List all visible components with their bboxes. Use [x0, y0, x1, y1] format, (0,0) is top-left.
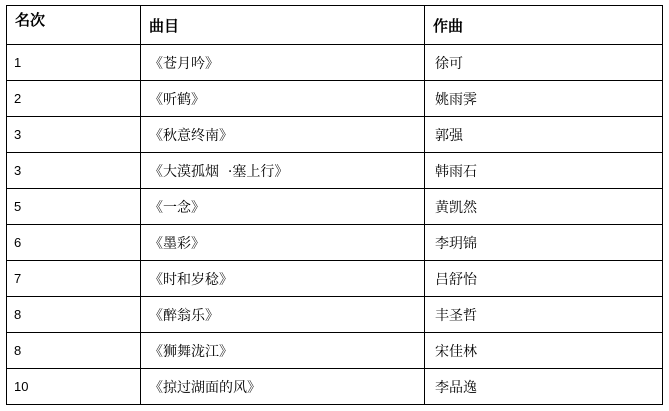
- rank-cell: 3: [7, 117, 141, 153]
- header-rank: 名次: [7, 6, 141, 45]
- table-row: [7, 189, 663, 225]
- header-title: 曲目: [141, 6, 425, 45]
- table-row: [7, 81, 663, 117]
- table-row: [7, 369, 663, 405]
- rank-cell: 8: [7, 333, 141, 369]
- composer-cell: 李品逸: [425, 369, 663, 405]
- title-cell: 《大漠孤烟 ·塞上行》: [141, 153, 425, 189]
- title-cell: 《听鹤》: [141, 81, 425, 117]
- composer-cell: 李玥锦: [425, 225, 663, 261]
- rank-cell: 6: [7, 225, 141, 261]
- composer-cell: 郭强: [425, 117, 663, 153]
- composer-cell: 徐可: [425, 45, 663, 81]
- table-row: [7, 333, 663, 369]
- title-cell: 《掠过湖面的风》: [141, 369, 425, 405]
- table-header: [7, 6, 663, 45]
- title-cell: 《墨彩》: [141, 225, 425, 261]
- composer-cell: 韩雨石: [425, 153, 663, 189]
- title-cell: 《时和岁稔》: [141, 261, 425, 297]
- rank-cell: 10: [7, 369, 141, 405]
- composer-cell: 丰圣哲: [425, 297, 663, 333]
- table-body: [7, 45, 663, 405]
- title-cell: 《秋意终南》: [141, 117, 425, 153]
- composer-cell: 宋佳林: [425, 333, 663, 369]
- table-row: [7, 297, 663, 333]
- rank-cell: 8: [7, 297, 141, 333]
- composer-cell: 吕舒怡: [425, 261, 663, 297]
- title-cell: 《苍月吟》: [141, 45, 425, 81]
- rank-cell: 2: [7, 81, 141, 117]
- title-cell: 《醉翁乐》: [141, 297, 425, 333]
- rank-cell: 3: [7, 153, 141, 189]
- header-composer: 作曲: [425, 6, 663, 45]
- rank-cell: 7: [7, 261, 141, 297]
- rank-cell: 5: [7, 189, 141, 225]
- table-row: [7, 153, 663, 189]
- rank-cell: 1: [7, 45, 141, 81]
- title-cell: 《一念》: [141, 189, 425, 225]
- table-row: [7, 45, 663, 81]
- ranking-table: [6, 5, 663, 405]
- composer-cell: 姚雨霁: [425, 81, 663, 117]
- table-row: [7, 225, 663, 261]
- title-cell: 《狮舞泷江》: [141, 333, 425, 369]
- table-row: [7, 261, 663, 297]
- header-row: [7, 6, 663, 45]
- table-row: [7, 117, 663, 153]
- composer-cell: 黄凯然: [425, 189, 663, 225]
